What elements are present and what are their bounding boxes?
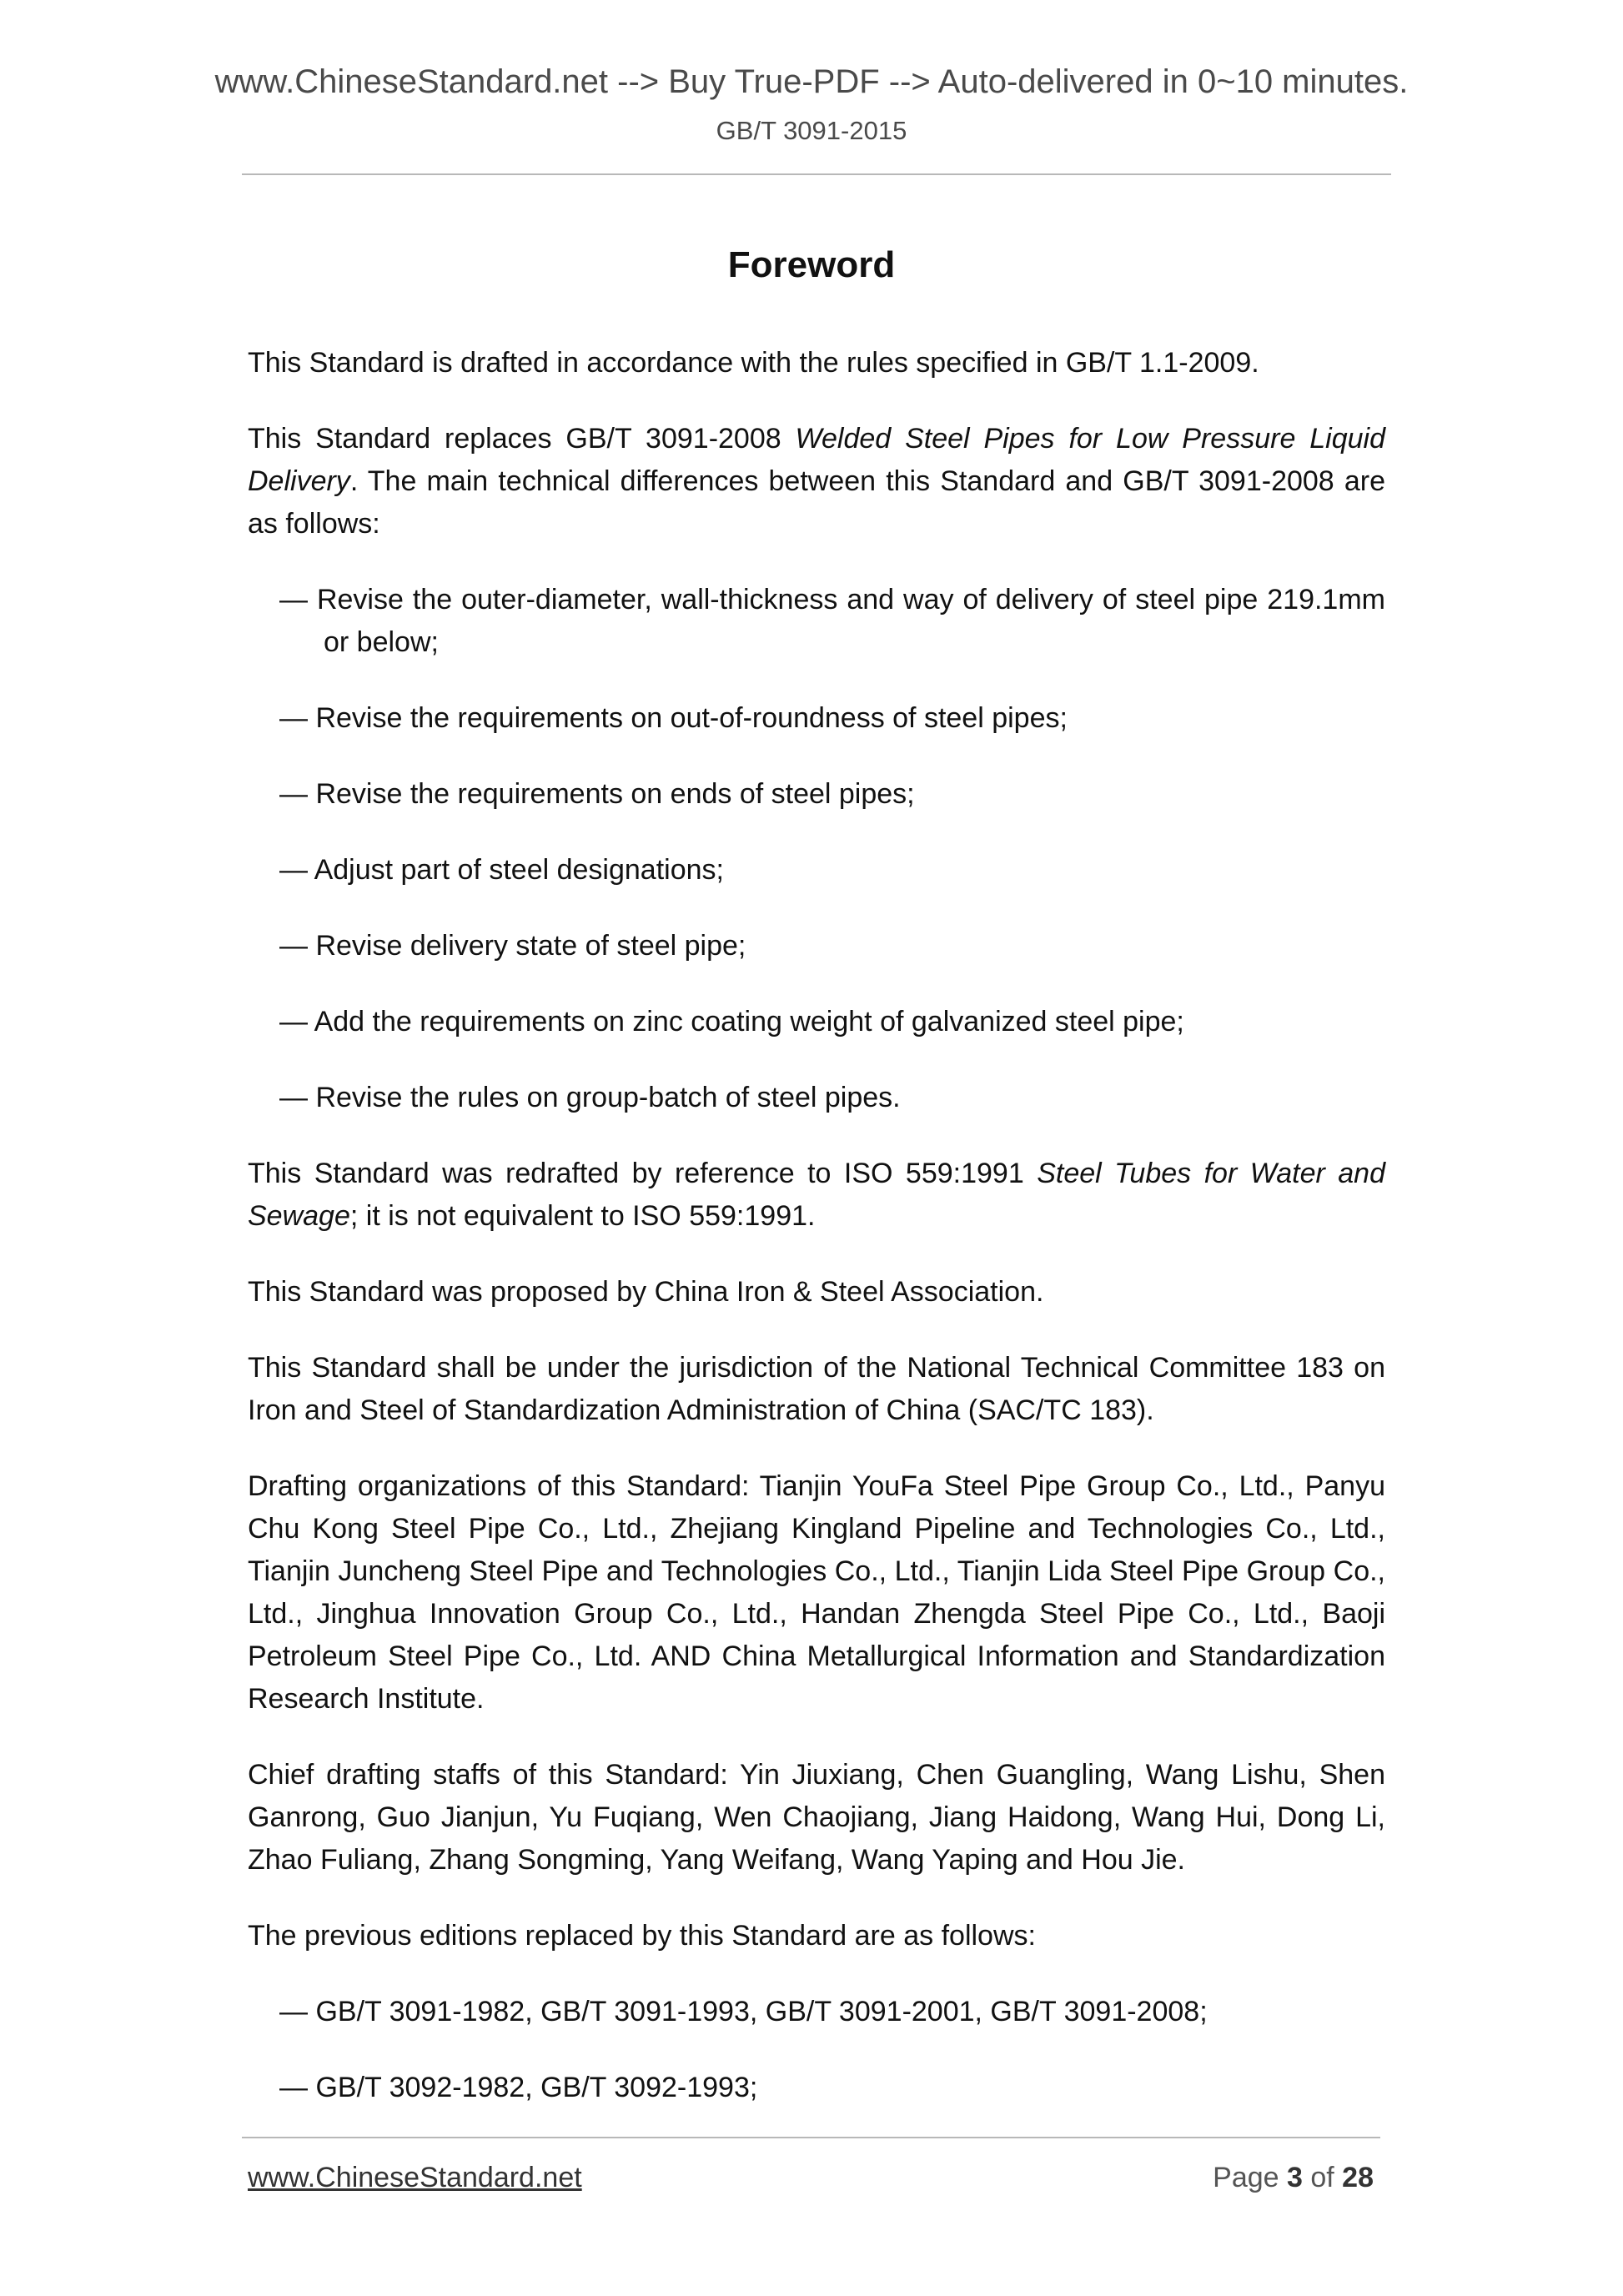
page-total: 28 (1342, 2162, 1374, 2193)
list-item: — Add the requirements on zinc coating weight of galvanized steel pipe; (279, 1006, 1184, 1037)
page-current: 3 (1287, 2162, 1303, 2193)
list-item: — Adjust part of steel designations; (279, 854, 724, 886)
page-title: Foreword (727, 244, 896, 285)
list-item: — Revise delivery state of steel pipe; (279, 930, 746, 962)
paragraph-replaces-text-b: . The main technical differences between this Standard and GB/T 3091-2008 are as follows: (248, 465, 1385, 540)
header-banner: www.ChineseStandard.net --> Buy True-PDF --> Auto-delivered in 0~10 minutes. (214, 63, 1409, 100)
document-code: GB/T 3091-2015 (716, 116, 907, 145)
paragraph-drafting-staff: Chief drafting staffs of this Standard: Yin Jiuxiang, Chen Guangling, Wang Lishu, Shen Ganrong, Guo Jianjun, Yu Fuqiang, Wen Chaojiang, Jiang Haidong, Wang Hui, Dong Li, Zhao Fuliang, Zhang Songming, Yang Weifang, Wang Yaping and Hou Jie. (248, 1759, 1385, 1876)
foreword-body (248, 342, 1385, 2143)
list-item: — GB/T 3091-1982, GB/T 3091-1993, GB/T 3091-2001, GB/T 3091-2008; (279, 1996, 1208, 2027)
paragraph-replaces-text-a: This Standard replaces GB/T 3091-2008 (248, 423, 796, 455)
list-item: — GB/T 3092-1982, GB/T 3092-1993; (279, 2072, 758, 2103)
list-item: — Revise the requirements on out-of-roundness of steel pipes; (279, 702, 1068, 734)
paragraph-proposed-by: This Standard was proposed by China Iron & Steel Association. (248, 1276, 1044, 1308)
paragraph-iso-reference (248, 1153, 1385, 1238)
paragraph-iso-text-a: This Standard was redrafted by reference to ISO 559:1991 (248, 1158, 1038, 1189)
page-of: of (1302, 2162, 1343, 2193)
replaced-standard-title: Welded Steel Pipes for Low Pressure Liquid Delivery (248, 423, 1385, 497)
list-item: — Revise the outer-diameter, wall-thickness and way of delivery of steel pipe 219.1mm or below; (279, 584, 1385, 658)
page-prefix: Page (1213, 2162, 1287, 2193)
paragraph-drafting-organizations: Drafting organizations of this Standard: Tianjin YouFa Steel Pipe Group Co., Ltd., Panyu Chu Kong Steel Pipe Co., Ltd., Zhejiang Kingland Pipeline and Technologies Co., Ltd., Tianjin Juncheng Steel Pipe and Technologies Co., Ltd., Tianjin Lida Steel Pipe Group Co., Ltd., Jinghua Innovation Group Co., Ltd., Handan Zhengda Steel Pipe Co., Ltd., Baoji Petroleum Steel Pipe Co., Ltd. AND China Metallurgical Information and Standardization Research Institute. (248, 1470, 1385, 1715)
list-item: — Revise the requirements on ends of steel pipes; (279, 778, 915, 810)
paragraph-replaces (248, 418, 1385, 545)
footer-divider (242, 2137, 1380, 2138)
paragraph-drafting-rules: This Standard is drafted in accordance with the rules specified in GB/T 1.1-2009. (248, 347, 1259, 379)
header-divider (242, 173, 1391, 175)
paragraph-jurisdiction: This Standard shall be under the jurisdiction of the National Technical Committee 183 on Iron and Steel of Standardization Administration of China (SAC/TC 183). (248, 1352, 1385, 1426)
paragraph-previous-editions: The previous editions replaced by this Standard are as follows: (248, 1920, 1036, 1952)
page-number (1213, 2163, 1374, 2192)
paragraph-iso-text-b: ; it is not equivalent to ISO 559:1991. (349, 1200, 816, 1232)
iso-standard-title: Steel Tubes for Water and Sewage (248, 1158, 1385, 1232)
list-item: — Revise the rules on group-batch of steel pipes. (279, 1082, 901, 1113)
footer-website-link[interactable]: www.ChineseStandard.net (248, 2162, 582, 2193)
